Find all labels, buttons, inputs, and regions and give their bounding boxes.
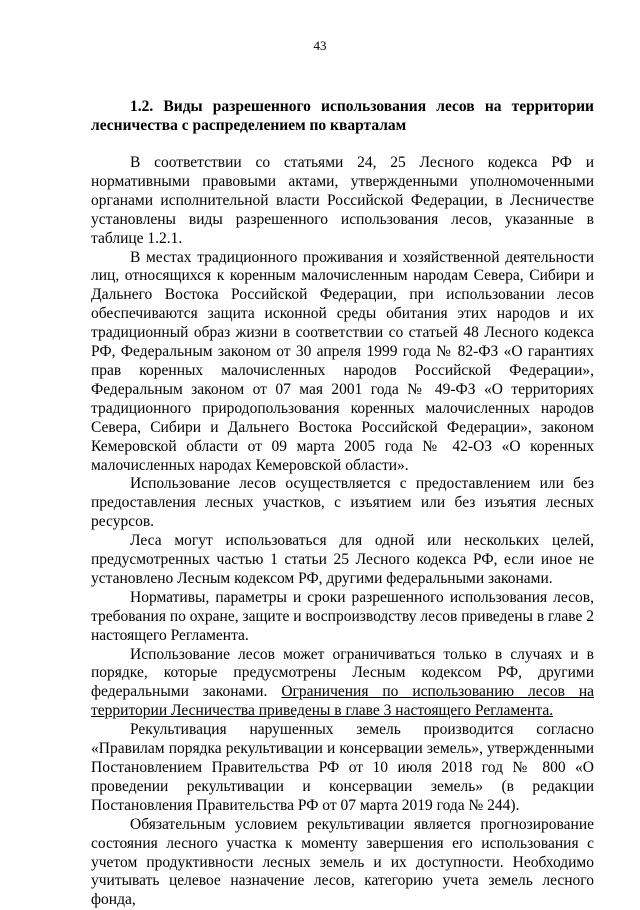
document-body (91, 97, 594, 910)
paragraph-2: В местах традиционного проживания и хозяйственной деятельности лиц, относящихся к коренным малочисленным народам Севера, Сибири и Дальнего Востока Российской Федерации, при использовании лесов обеспечиваются защита исконной среды обитания этих народов и их традиционный образ жизни в соответствии со статьей 48 Лесного кодекса РФ, Федеральным законом от 30 апреля 1999 года № 82-ФЗ «О гарантиях прав коренных малочисленных народов Российской Федерации», Федеральным законом от 07 мая 2001 года № 49-ФЗ «О территориях традиционного природопользования коренных малочисленных народов Севера, Сибири и Дальнего Востока Российской Федерации», законом Кемеровской области от 09 марта 2005 года № 42-ОЗ «О коренных малочисленных народах Кемеровской области». (91, 248, 594, 474)
paragraph-1: В соответствии со статьями 24, 25 Лесного кодекса РФ и нормативными правовыми актами, утвержденными уполномоченными органами исполнительной власти Российской Федерации, в Лесничестве установлены виды разрешенного использования лесов, указанные в таблице 1.2.1. (91, 154, 594, 247)
paragraph-5: Нормативы, параметры и сроки разрешенного использования лесов, требования по охране, защите и воспроизводству лесов приведены в главе 2 настоящего Регламента. (91, 588, 594, 644)
paragraph-6-text: Использование лесов может ограничиваться только в случаях и в порядке, которые предусмотрены Лесным кодексом РФ, другими федеральными законами. (91, 645, 594, 701)
paragraph-3: Использование лесов осуществляется с предоставлением или без предоставления лесных участков, с изъятием или без изъятия лесных ресурсов. (91, 475, 594, 531)
page-number: 43 (313, 38, 327, 53)
paragraph-7: Рекультивация нарушенных земель производится согласно «Правилам порядка рекультивации и консервации земель», утвержденными Постановлением Правительства РФ от 10 июля 2018 год № 800 «О проведении рекультивации и консервации земель» (в редакции Постановления Правительства РФ от 07 марта 2019 года № 244). (91, 721, 594, 814)
paragraph-6 (91, 646, 594, 722)
restrictions-reference: Ограничения по использованию лесов на территории Лесничества приведены в главе 3 настоящего Регламента. (91, 683, 594, 720)
section-heading: 1.2. Виды разрешенного использования лесов на территории лесничества с распределением по кварталам (91, 98, 594, 134)
paragraph-4: Леса могут использоваться для одной или нескольких целей, предусмотренных частью 1 статьи 25 Лесного кодекса РФ, если иное не установлено Лесным кодексом РФ, другими федеральными законами. (91, 532, 594, 587)
paragraph-8: Обязательным условием рекультивации является прогнозирование состояния лесного участка к моменту завершения его использования с учетом продуктивности лесных земель и их доступности. Необходимо учитывать целевое назначение лесов, категорию учета земель лесного фонда, (91, 815, 594, 909)
